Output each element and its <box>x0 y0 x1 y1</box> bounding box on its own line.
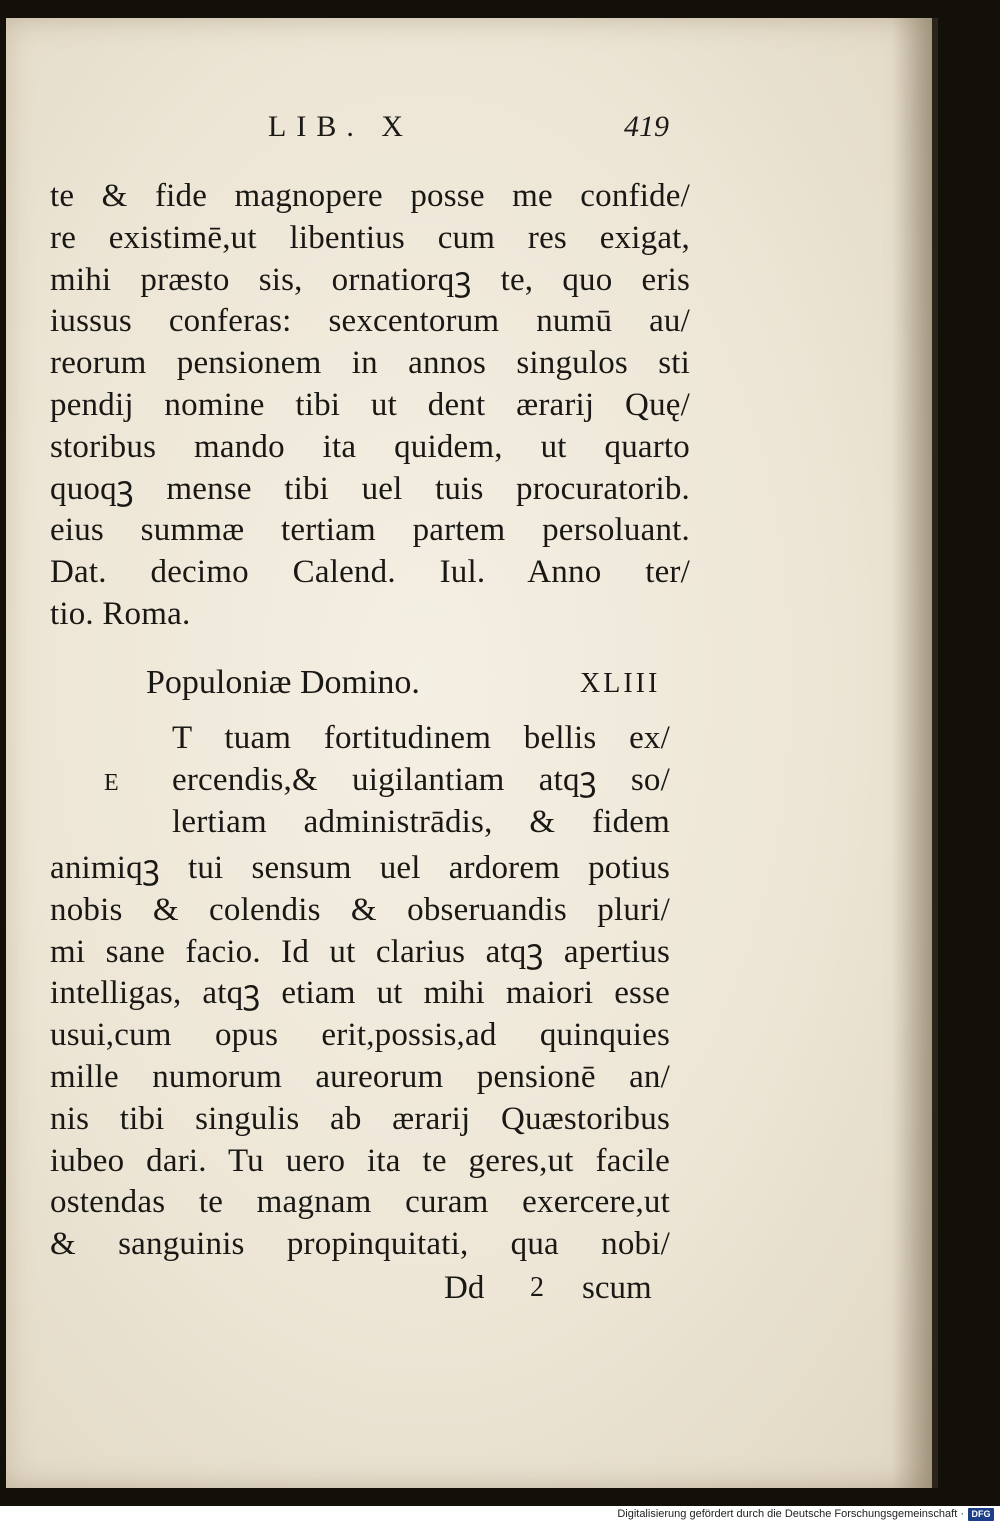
text-line: Dat. decimo Calend. Iul. Anno ter/ <box>50 554 690 591</box>
text-line: usui,cum opus erit,possis,ad quinquies <box>50 1017 670 1054</box>
text-line: eius summæ tertiam partem persoluant. <box>50 512 690 549</box>
main-text-block <box>50 848 670 1266</box>
letter-heading-title: Populoniæ Domino. <box>146 664 420 701</box>
text-line: animiqꝫ tui sensum uel ardorem potius <box>50 850 670 886</box>
page-number: 419 <box>624 110 669 143</box>
text-line: mille numorum aureorum pensionē an/ <box>50 1058 670 1095</box>
text-line: ercendis,& uigilantiam atqꝫ so/ <box>172 761 670 798</box>
footer-bar <box>0 1506 1000 1524</box>
signature-line <box>6 1270 932 1314</box>
letter-heading <box>6 664 932 708</box>
upper-text-block <box>50 176 690 636</box>
text-line: & sanguinis propinquitati, qua nobi/ <box>50 1226 670 1263</box>
page-gutter-shadow <box>892 18 932 1488</box>
signature-number: 2 <box>530 1272 544 1303</box>
text-line: pendij nomine tibi ut dent ærarij Quę/ <box>50 386 690 423</box>
text-line: mi sane facio. Id ut clarius atqꝫ apertius <box>50 933 670 970</box>
book-page <box>6 18 938 1488</box>
text-line: mihi præsto sis, ornatiorqꝫ te, quo eris <box>50 261 690 298</box>
dfg-logo: DFG <box>968 1508 994 1521</box>
catchword: scum <box>582 1270 652 1306</box>
text-line: nis tibi singulis ab ærarij Quæstoribus <box>50 1100 670 1137</box>
text-line: reorum pensionem in annos singulos sti <box>50 345 690 382</box>
text-line: storibus mando ita quidem, ut quarto <box>50 428 690 465</box>
text-line: lertiam administrādis, & fidem <box>172 803 670 840</box>
letter-number: XLIII <box>580 668 661 699</box>
text-line: ostendas te magnam curam exercere,ut <box>50 1184 670 1221</box>
signature-mark: Dd <box>444 1270 485 1306</box>
initial-letter: E <box>104 770 119 796</box>
text-line: te & fide magnopere posse me confide/ <box>50 178 690 214</box>
text-line: iussus conferas: sexcentorum numū au/ <box>50 303 690 340</box>
text-line: T tuam fortitudinem bellis ex/ <box>172 720 670 756</box>
text-line: tio. Roma. <box>50 595 191 632</box>
running-head <box>6 110 932 150</box>
running-head-title: LIB. X <box>268 110 413 143</box>
text-line: intelligas, atqꝫ etiam ut mihi maiori esse <box>50 975 670 1012</box>
text-line: iubeo dari. Tu uero ita te geres,ut facile <box>50 1142 670 1179</box>
text-line: nobis & colendis & obseruandis pluri/ <box>50 891 670 928</box>
text-line: quoqꝫ mense tibi uel tuis procuratorib. <box>50 470 690 507</box>
funding-credit: Digitalisierung gefördert durch die Deutsche Forschungsgemeinschaft · <box>617 1508 964 1520</box>
text-line: re existimē,ut libentius cum res exigat, <box>50 219 690 256</box>
indented-text-block <box>172 718 670 843</box>
